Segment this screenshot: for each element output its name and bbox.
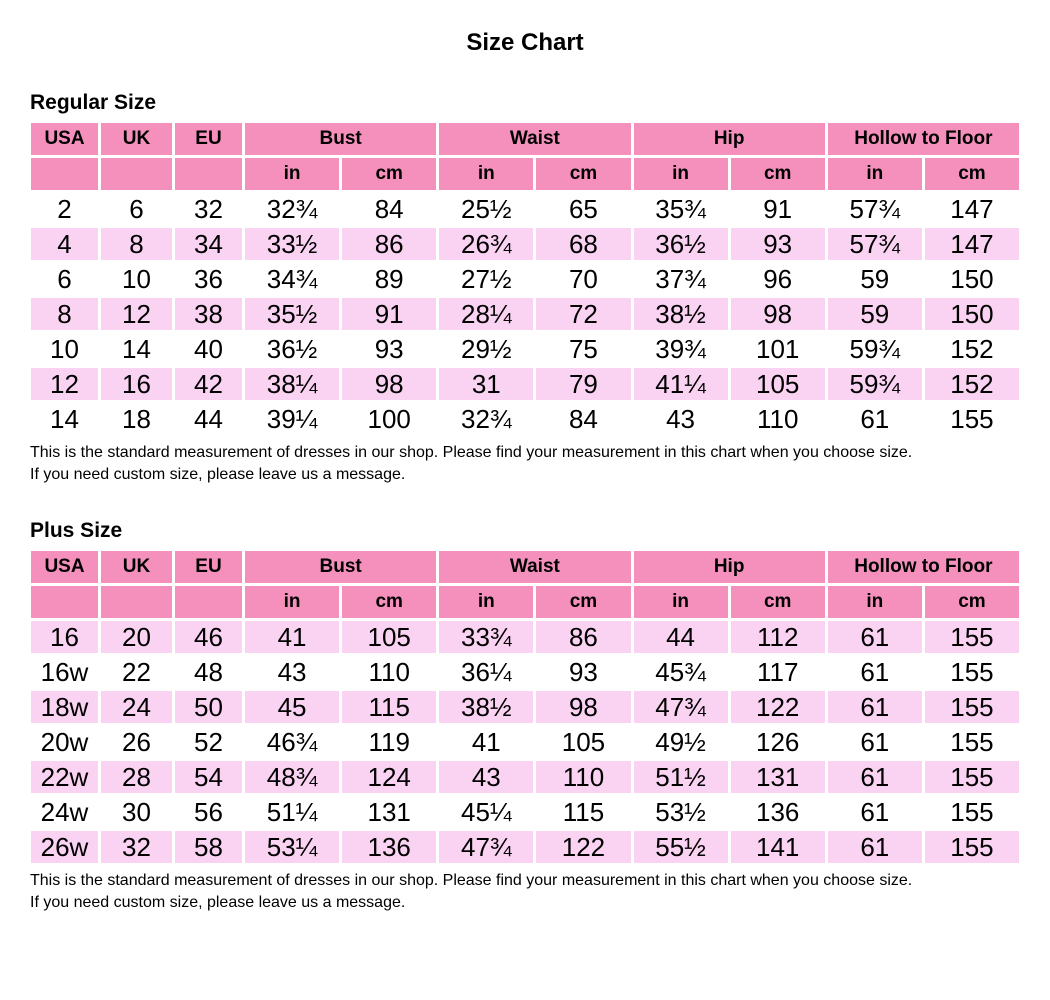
table-cell: 50 — [174, 690, 244, 725]
table-cell: 6 — [30, 262, 100, 297]
table-cell: 20w — [30, 725, 100, 760]
table-cell: 141 — [729, 830, 826, 865]
table-cell: 45 — [244, 690, 341, 725]
table-row — [30, 227, 1021, 262]
table-cell: 51½ — [632, 760, 729, 795]
table-cell: 155 — [923, 655, 1020, 690]
note-plus — [30, 870, 1022, 914]
table-cell: 61 — [826, 690, 923, 725]
table-cell: 124 — [341, 760, 438, 795]
table-cell: 22w — [30, 760, 100, 795]
plus-size-section — [28, 518, 1022, 914]
units-header-empty — [30, 585, 100, 620]
table-cell: 12 — [30, 367, 100, 402]
table-cell: 14 — [30, 402, 100, 437]
table-cell: 61 — [826, 760, 923, 795]
table-cell: 89 — [341, 262, 438, 297]
table-cell: 84 — [341, 192, 438, 227]
table-cell: 28¼ — [438, 297, 535, 332]
table-cell: 36½ — [244, 332, 341, 367]
table-row — [30, 262, 1021, 297]
table-cell: 61 — [826, 830, 923, 865]
table-cell: 32¾ — [438, 402, 535, 437]
table-cell: 91 — [729, 192, 826, 227]
table-cell: 34¾ — [244, 262, 341, 297]
header-row — [30, 122, 1021, 157]
table-cell: 117 — [729, 655, 826, 690]
table-cell: 98 — [729, 297, 826, 332]
table-cell: 49½ — [632, 725, 729, 760]
table-cell: 45¾ — [632, 655, 729, 690]
units-header-cm: cm — [341, 585, 438, 620]
table-cell: 136 — [729, 795, 826, 830]
table-cell: 152 — [923, 367, 1020, 402]
column-header-hip: Hip — [632, 122, 826, 157]
table-cell: 147 — [923, 227, 1020, 262]
table-cell: 72 — [535, 297, 632, 332]
table-cell: 101 — [729, 332, 826, 367]
table-cell: 14 — [100, 332, 174, 367]
note-line-1: This is the standard measurement of dresses in our shop. Please find your measurement in this chart when you choose size. — [30, 872, 913, 889]
column-header-waist: Waist — [438, 550, 632, 585]
column-header-waist: Waist — [438, 122, 632, 157]
table-cell: 10 — [100, 262, 174, 297]
table-cell: 61 — [826, 795, 923, 830]
table-cell: 35½ — [244, 297, 341, 332]
units-header-in: in — [438, 157, 535, 192]
column-header-usa: USA — [30, 550, 100, 585]
table-cell: 36 — [174, 262, 244, 297]
table-cell: 38 — [174, 297, 244, 332]
units-header-empty — [174, 157, 244, 192]
units-header-in: in — [826, 157, 923, 192]
table-row — [30, 367, 1021, 402]
table-cell: 33¾ — [438, 620, 535, 655]
table-cell: 155 — [923, 690, 1020, 725]
table-cell: 59¾ — [826, 367, 923, 402]
table-cell: 126 — [729, 725, 826, 760]
column-header-hip: Hip — [632, 550, 826, 585]
table-cell: 16w — [30, 655, 100, 690]
table-cell: 155 — [923, 830, 1020, 865]
regular-size-heading: Regular Size — [30, 91, 157, 114]
table-row — [30, 760, 1021, 795]
table-cell: 16 — [100, 367, 174, 402]
table-cell: 52 — [174, 725, 244, 760]
table-cell: 10 — [30, 332, 100, 367]
table-body — [30, 192, 1021, 437]
table-cell: 61 — [826, 725, 923, 760]
table-cell: 79 — [535, 367, 632, 402]
units-header-empty — [30, 157, 100, 192]
table-cell: 98 — [535, 690, 632, 725]
units-header-cm: cm — [535, 585, 632, 620]
table-cell: 41¼ — [632, 367, 729, 402]
table-row — [30, 795, 1021, 830]
table-cell: 47¾ — [632, 690, 729, 725]
table-cell: 43 — [244, 655, 341, 690]
table-cell: 131 — [729, 760, 826, 795]
table-cell: 110 — [535, 760, 632, 795]
table-cell: 59 — [826, 262, 923, 297]
table-cell: 105 — [729, 367, 826, 402]
table-cell: 28 — [100, 760, 174, 795]
table-cell: 30 — [100, 795, 174, 830]
table-cell: 61 — [826, 402, 923, 437]
table-cell: 57¾ — [826, 192, 923, 227]
table-cell: 8 — [30, 297, 100, 332]
table-cell: 84 — [535, 402, 632, 437]
units-header-cm: cm — [535, 157, 632, 192]
units-header-in: in — [438, 585, 535, 620]
table-cell: 152 — [923, 332, 1020, 367]
table-cell: 32 — [174, 192, 244, 227]
table-cell: 16 — [30, 620, 100, 655]
table-cell: 38¼ — [244, 367, 341, 402]
table-cell: 51¼ — [244, 795, 341, 830]
units-header-cm: cm — [729, 157, 826, 192]
table-cell: 48¾ — [244, 760, 341, 795]
table-cell: 115 — [535, 795, 632, 830]
table-cell: 26¾ — [438, 227, 535, 262]
table-cell: 115 — [341, 690, 438, 725]
table-cell: 32 — [100, 830, 174, 865]
table-cell: 26w — [30, 830, 100, 865]
table-cell: 6 — [100, 192, 174, 227]
table-cell: 155 — [923, 620, 1020, 655]
units-header-cm: cm — [923, 157, 1020, 192]
units-header-empty — [174, 585, 244, 620]
units-header-in: in — [632, 585, 729, 620]
table-cell: 24w — [30, 795, 100, 830]
table-cell: 58 — [174, 830, 244, 865]
units-header-in: in — [826, 585, 923, 620]
table-cell: 39¾ — [632, 332, 729, 367]
table-cell: 147 — [923, 192, 1020, 227]
table-cell: 53½ — [632, 795, 729, 830]
table-cell: 55½ — [632, 830, 729, 865]
note-line-2: If you need custom size, please leave us a message. — [30, 894, 406, 911]
table-cell: 46 — [174, 620, 244, 655]
table-cell: 43 — [438, 760, 535, 795]
table-cell: 61 — [826, 655, 923, 690]
table-row — [30, 402, 1021, 437]
table-cell: 155 — [923, 725, 1020, 760]
units-row — [30, 585, 1021, 620]
table-cell: 53¼ — [244, 830, 341, 865]
table-cell: 22 — [100, 655, 174, 690]
header-row — [30, 550, 1021, 585]
table-cell: 41 — [438, 725, 535, 760]
table-cell: 155 — [923, 795, 1020, 830]
table-body — [30, 620, 1021, 865]
table-cell: 68 — [535, 227, 632, 262]
table-cell: 110 — [341, 655, 438, 690]
table-cell: 39¼ — [244, 402, 341, 437]
table-cell: 105 — [341, 620, 438, 655]
table-cell: 42 — [174, 367, 244, 402]
table-cell: 27½ — [438, 262, 535, 297]
table-cell: 150 — [923, 262, 1020, 297]
table-cell: 18w — [30, 690, 100, 725]
table-cell: 47¾ — [438, 830, 535, 865]
column-header-hollow-to-floor: Hollow to Floor — [826, 550, 1020, 585]
table-cell: 65 — [535, 192, 632, 227]
table-cell: 56 — [174, 795, 244, 830]
table-cell: 43 — [632, 402, 729, 437]
plus-size-heading: Plus Size — [30, 519, 123, 542]
table-cell: 86 — [535, 620, 632, 655]
table-cell: 91 — [341, 297, 438, 332]
table-cell: 93 — [729, 227, 826, 262]
table-cell: 86 — [341, 227, 438, 262]
table-cell: 44 — [632, 620, 729, 655]
units-header-empty — [100, 157, 174, 192]
table-cell: 8 — [100, 227, 174, 262]
table-cell: 2 — [30, 192, 100, 227]
table-cell: 24 — [100, 690, 174, 725]
units-header-in: in — [244, 157, 341, 192]
table-cell: 131 — [341, 795, 438, 830]
note-line-1: This is the standard measurement of dresses in our shop. Please find your measurement in this chart when you choose size. — [30, 444, 913, 461]
table-cell: 29½ — [438, 332, 535, 367]
column-header-bust: Bust — [244, 550, 438, 585]
table-row — [30, 620, 1021, 655]
table-row — [30, 332, 1021, 367]
table-cell: 96 — [729, 262, 826, 297]
table-cell: 45¼ — [438, 795, 535, 830]
table-cell: 57¾ — [826, 227, 923, 262]
page-title: Size Chart — [466, 29, 584, 56]
column-header-eu: EU — [174, 550, 244, 585]
table-row — [30, 192, 1021, 227]
table-cell: 35¾ — [632, 192, 729, 227]
table-cell: 26 — [100, 725, 174, 760]
table-row — [30, 690, 1021, 725]
column-header-bust: Bust — [244, 122, 438, 157]
column-header-eu: EU — [174, 122, 244, 157]
table-cell: 150 — [923, 297, 1020, 332]
table-header — [30, 122, 1021, 192]
table-cell: 119 — [341, 725, 438, 760]
table-cell: 12 — [100, 297, 174, 332]
table-cell: 48 — [174, 655, 244, 690]
table-cell: 122 — [535, 830, 632, 865]
table-cell: 155 — [923, 402, 1020, 437]
table-cell: 37¾ — [632, 262, 729, 297]
table-cell: 41 — [244, 620, 341, 655]
table-row — [30, 830, 1021, 865]
table-cell: 25½ — [438, 192, 535, 227]
table-row — [30, 655, 1021, 690]
column-header-uk: UK — [100, 122, 174, 157]
column-header-usa: USA — [30, 122, 100, 157]
table-cell: 70 — [535, 262, 632, 297]
units-header-in: in — [244, 585, 341, 620]
table-row — [30, 725, 1021, 760]
table-cell: 54 — [174, 760, 244, 795]
table-cell: 38½ — [438, 690, 535, 725]
table-cell: 93 — [535, 655, 632, 690]
plus-size-table — [28, 548, 1022, 866]
table-cell: 20 — [100, 620, 174, 655]
table-cell: 44 — [174, 402, 244, 437]
table-cell: 122 — [729, 690, 826, 725]
units-header-empty — [100, 585, 174, 620]
units-row — [30, 157, 1021, 192]
table-row — [30, 297, 1021, 332]
table-cell: 98 — [341, 367, 438, 402]
table-cell: 105 — [535, 725, 632, 760]
table-cell: 18 — [100, 402, 174, 437]
units-header-cm: cm — [923, 585, 1020, 620]
units-header-in: in — [632, 157, 729, 192]
table-cell: 36½ — [632, 227, 729, 262]
units-header-cm: cm — [341, 157, 438, 192]
table-cell: 33½ — [244, 227, 341, 262]
table-cell: 4 — [30, 227, 100, 262]
table-cell: 38½ — [632, 297, 729, 332]
table-cell: 40 — [174, 332, 244, 367]
table-cell: 112 — [729, 620, 826, 655]
regular-size-table — [28, 120, 1022, 438]
table-header — [30, 550, 1021, 620]
table-cell: 36¼ — [438, 655, 535, 690]
table-cell: 110 — [729, 402, 826, 437]
column-header-hollow-to-floor: Hollow to Floor — [826, 122, 1020, 157]
table-cell: 100 — [341, 402, 438, 437]
table-cell: 61 — [826, 620, 923, 655]
table-cell: 46¾ — [244, 725, 341, 760]
regular-size-section — [28, 90, 1022, 486]
column-header-uk: UK — [100, 550, 174, 585]
table-cell: 32¾ — [244, 192, 341, 227]
note-regular — [30, 442, 1022, 486]
table-cell: 136 — [341, 830, 438, 865]
table-cell: 93 — [341, 332, 438, 367]
note-line-2: If you need custom size, please leave us a message. — [30, 466, 406, 483]
table-cell: 75 — [535, 332, 632, 367]
table-cell: 31 — [438, 367, 535, 402]
table-cell: 34 — [174, 227, 244, 262]
table-cell: 59¾ — [826, 332, 923, 367]
table-cell: 155 — [923, 760, 1020, 795]
table-cell: 59 — [826, 297, 923, 332]
units-header-cm: cm — [729, 585, 826, 620]
